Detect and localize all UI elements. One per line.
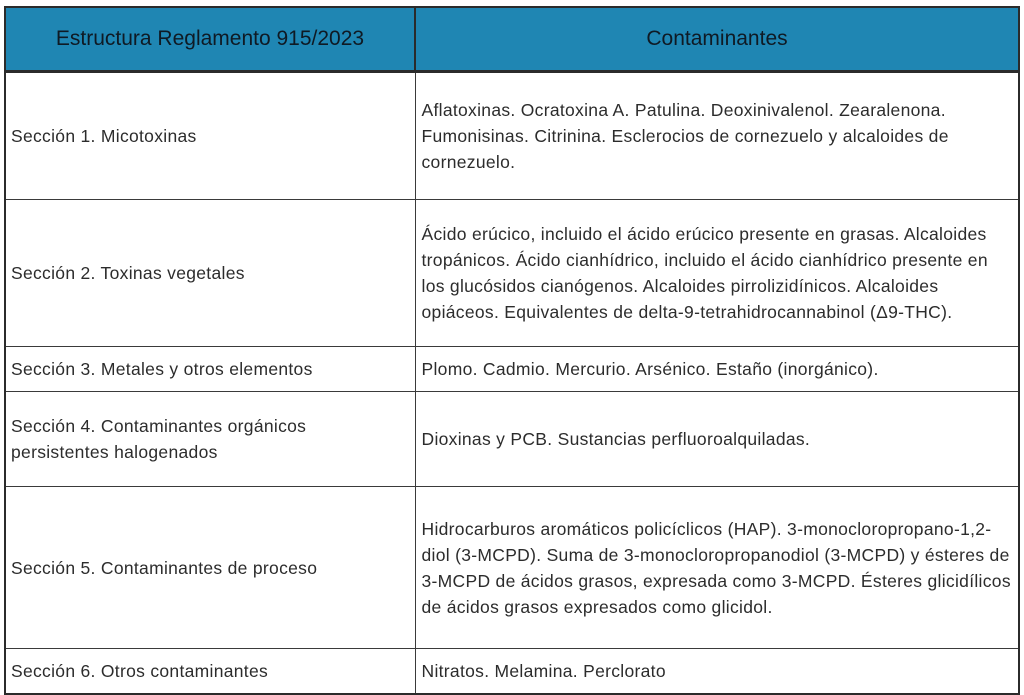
section-cell: Sección 5. Contaminantes de proceso [5,487,415,649]
table-row [5,487,1019,649]
table-row [5,649,1019,694]
table-body [5,72,1019,694]
column-header-structure: Estructura Reglamento 915/2023 [5,7,415,72]
table-header-row [5,7,1019,72]
contaminants-cell: Nitratos. Melamina. Perclorato [415,649,1019,694]
regulation-table [4,6,1020,695]
contaminants-cell: Plomo. Cadmio. Mercurio. Arsénico. Estaño (inorgánico). [415,347,1019,392]
section-cell: Sección 4. Contaminantes orgánicos persistentes halogenados [5,392,415,487]
section-cell: Sección 3. Metales y otros elementos [5,347,415,392]
column-header-contaminants: Contaminantes [415,7,1019,72]
contaminants-cell: Dioxinas y PCB. Sustancias perfluoroalquiladas. [415,392,1019,487]
table-row [5,200,1019,347]
table-header [5,7,1019,72]
contaminants-cell: Ácido erúcico, incluido el ácido erúcico presente en grasas. Alcaloides tropánicos. Ácido cianhídrico, incluido el ácido cianhídrico presente en los glucósidos cianógenos. Alcaloides pirrolizidínicos. Alcaloides opiáceos. Equivalentes de delta-9-tetrahidrocannabinol (Δ9-THC). [415,200,1019,347]
table-row [5,392,1019,487]
contaminants-cell: Aflatoxinas. Ocratoxina A. Patulina. Deoxinivalenol. Zearalenona. Fumonisinas. Citrinina. Esclerocios de cornezuelo y alcaloides de cornezuelo. [415,72,1019,200]
contaminants-cell: Hidrocarburos aromáticos policíclicos (HAP). 3-monocloropropano-1,2-diol (3-MCPD). Suma de 3-monocloropropanodiol (3-MCPD) y ésteres de 3-MCPD de ácidos grasos, expresada como 3-MCPD. Ésteres glicidílicos de ácidos grasos expresados como glicidol. [415,487,1019,649]
table-row [5,72,1019,200]
section-cell: Sección 1. Micotoxinas [5,72,415,200]
section-cell: Sección 6. Otros contaminantes [5,649,415,694]
section-cell: Sección 2. Toxinas vegetales [5,200,415,347]
table-row [5,347,1019,392]
regulation-table-container [4,6,1018,692]
